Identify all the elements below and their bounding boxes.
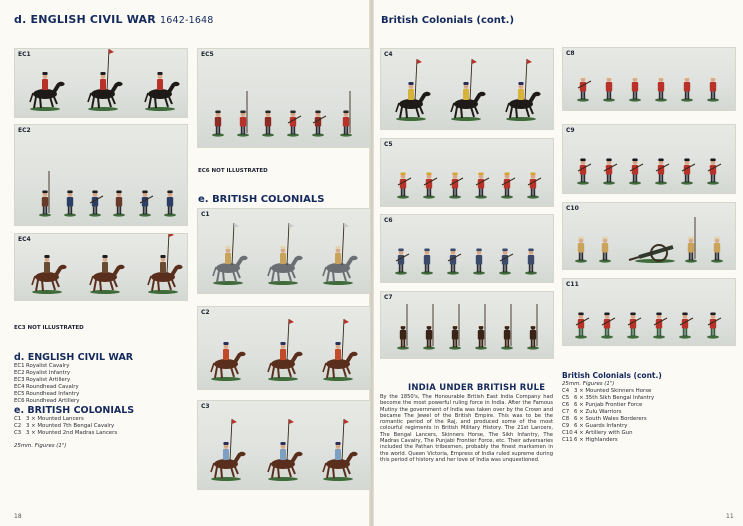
mounted-figure [213, 223, 248, 285]
toy-soldier-figure [629, 76, 641, 102]
colonials-list [14, 416, 117, 437]
plate-ec4 [14, 233, 188, 301]
mounted-figure [32, 255, 67, 294]
toy-soldier-figure [679, 313, 693, 339]
plate-c8-code: C8 [566, 50, 575, 57]
toy-soldier-figure [499, 249, 513, 275]
toy-soldier-figure [64, 191, 76, 217]
list-item: EC2Royalist Infantry [14, 370, 71, 376]
left-page-title [14, 13, 214, 26]
mounted-figure [323, 223, 358, 285]
plate-c11-code: C11 [566, 281, 579, 288]
left-title-years: 1642-1648 [159, 15, 214, 26]
plate-ec1-figures [15, 49, 187, 117]
mounted-figure [30, 72, 65, 111]
plate-c3 [197, 400, 371, 490]
plate-c2-code: C2 [201, 309, 210, 316]
mounted-figure [268, 319, 303, 381]
right-scale-note: 25mm. Figures (1") [562, 381, 615, 387]
plate-ec1 [14, 48, 188, 118]
plate-c6-code: C6 [384, 217, 393, 224]
toy-soldier-figure [39, 171, 51, 217]
plate-ec4-figures [15, 234, 187, 300]
toy-soldier-figure [599, 237, 611, 263]
list-item: EC5Roundhead Infantry [14, 391, 80, 397]
plate-c3-figures [198, 401, 370, 489]
left-scale-note: 25mm. Figures (1") [14, 443, 67, 449]
list-item: C9 6 × Guards Infantry [562, 423, 628, 429]
plate-c2-figures [198, 307, 370, 389]
toy-soldier-figure [527, 304, 539, 350]
colonials-list-heading: e. BRITISH COLONIALS [14, 405, 135, 416]
toy-soldier-figure [89, 191, 103, 217]
ec6-not-illustrated: EC6 NOT ILLUSTRATED [198, 168, 268, 174]
plate-ec2 [14, 124, 188, 226]
british-colonials-heading: e. BRITISH COLONIALS [198, 194, 325, 205]
plate-c4 [380, 48, 554, 130]
mounted-figure [396, 59, 431, 121]
plate-c5 [380, 138, 554, 207]
toy-soldier-figure [601, 313, 615, 339]
list-item: C104 × Artillery with Gun [562, 430, 633, 436]
toy-soldier-figure [603, 159, 617, 185]
list-item: C4 3 × Mounted Skinners Horse [562, 388, 652, 394]
toy-soldier-figure [449, 173, 463, 199]
toy-soldier-figure [577, 76, 591, 102]
plate-c5-figures [381, 139, 553, 206]
toy-soldier-figure [707, 159, 721, 185]
toy-soldier-figure [475, 173, 489, 199]
toy-soldier-figure [475, 304, 487, 350]
plate-c6 [380, 214, 554, 283]
plate-c9-code: C9 [566, 127, 575, 134]
list-item: EC4Roundhead Cavalry [14, 384, 79, 390]
mounted-figure [88, 49, 123, 111]
toy-soldier-figure [707, 76, 719, 102]
left-title-text: d. ENGLISH CIVIL WAR [14, 13, 156, 26]
toy-soldier-figure [473, 249, 485, 275]
toy-soldier-figure [575, 237, 587, 263]
toy-soldier-figure [397, 173, 411, 199]
toy-soldier-figure [421, 249, 433, 275]
toy-soldier-figure [685, 217, 697, 263]
mounted-figure [145, 72, 180, 111]
toy-soldier-figure [449, 304, 461, 350]
toy-soldier-figure [655, 159, 669, 185]
left-page-number: 18 [14, 513, 22, 520]
plate-c6-figures [381, 215, 553, 282]
toy-soldier-figure [237, 91, 249, 137]
plate-ec5 [197, 48, 371, 148]
plate-c10-code: C10 [566, 205, 579, 212]
plate-c2 [197, 306, 371, 390]
plate-ec5-code: EC5 [201, 51, 214, 58]
right-list-heading: British Colonials (cont.) [562, 371, 662, 380]
plate-c5-code: C5 [384, 141, 393, 148]
plate-c8-figures [563, 48, 735, 110]
plate-ec4-code: EC4 [18, 236, 31, 243]
mounted-figure [211, 342, 246, 381]
mounted-figure [323, 319, 358, 381]
toy-soldier-figure [577, 159, 591, 185]
mounted-figure [268, 223, 303, 285]
toy-soldier-figure [262, 111, 274, 137]
toy-soldier-figure [527, 173, 541, 199]
toy-soldier-figure [681, 159, 695, 185]
plate-c11 [562, 278, 736, 346]
mounted-figure [268, 419, 303, 481]
list-item: EC1Royalist Cavalry [14, 363, 70, 369]
toy-soldier-figure [627, 313, 641, 339]
civil-war-list [14, 363, 79, 405]
toy-soldier-figure [629, 159, 643, 185]
plate-c10-figures [563, 203, 735, 269]
toy-soldier-figure [501, 173, 515, 199]
plate-c4-code: C4 [384, 51, 393, 58]
plate-c3-code: C3 [201, 403, 210, 410]
india-text: By the 1850's, The Honourable British East India Company had become the most powerful ruling force in India. After the Famous Mutiny the government of India was taken over by the Crown and became The Jewel of the British Empire. This was to be the romantic period of the Raj, and produced some of the most colourful regiments in British Military History. The 21st Lancers, The Bengal Lancers, Skinners Horse, The Sikh Infantry, The Madras Cavalry, The Punjabi Frontier Force, etc. Their adversaries included the Pathan tribesmen, probably the finest marksmen in the world. Queen Victoria, Empress of India ruled supreme during this period of history and her love of India was unquestioned. [380, 394, 553, 463]
toy-soldier-figure [707, 313, 721, 339]
plate-c1-figures [198, 209, 370, 293]
toy-soldier-figure [681, 76, 693, 102]
plate-c1-code: C1 [201, 211, 210, 218]
right-page-number: 11 [726, 513, 734, 520]
list-item: EC6Roundhead Artillery [14, 398, 80, 404]
toy-soldier-figure [655, 76, 667, 102]
mounted-figure [323, 419, 358, 481]
plate-c8 [562, 47, 736, 111]
plate-c7 [380, 291, 554, 359]
plate-c9 [562, 124, 736, 194]
toy-soldier-figure [423, 173, 437, 199]
toy-soldier-figure [113, 191, 125, 217]
list-item: C6 6 × Punjab Frontier Force [562, 402, 643, 408]
list-item: C5 6 × 35th Sikh Bengal Infantry [562, 395, 655, 401]
mounted-figure [451, 59, 486, 121]
mounted-figure [211, 419, 246, 481]
mounted-figure [148, 234, 183, 294]
toy-soldier-figure [501, 304, 513, 350]
toy-soldier-figure [397, 304, 409, 350]
list-item: EC3Royalist Artillery [14, 377, 71, 383]
field-gun [629, 245, 675, 263]
plate-ec2-code: EC2 [18, 127, 31, 134]
plate-c7-figures [381, 292, 553, 358]
list-item: C7 6 × Zulu Warriors [562, 409, 622, 415]
toy-soldier-figure [653, 313, 667, 339]
toy-soldier-figure [139, 191, 153, 217]
right-colonials-list [562, 388, 654, 444]
toy-soldier-figure [395, 249, 409, 275]
toy-soldier-figure [575, 313, 589, 339]
mounted-figure [506, 59, 541, 121]
plate-c9-figures [563, 125, 735, 193]
toy-soldier-figure [711, 237, 723, 263]
india-heading: INDIA UNDER BRITISH RULE [408, 383, 546, 393]
toy-soldier-figure [212, 111, 224, 137]
plate-c10 [562, 202, 736, 270]
mounted-figure [90, 255, 125, 294]
toy-soldier-figure [447, 249, 461, 275]
list-item: C116 × Highlanders [562, 437, 618, 443]
toy-soldier-figure [287, 111, 301, 137]
toy-soldier-figure [164, 191, 176, 217]
plate-c11-figures [563, 279, 735, 345]
civil-war-list-heading: d. ENGLISH CIVIL WAR [14, 352, 134, 363]
list-item: C1 3 × Mounted Lancers [14, 416, 84, 422]
plate-c7-code: C7 [384, 294, 393, 301]
plate-ec2-figures [15, 125, 187, 225]
toy-soldier-figure [340, 91, 352, 137]
toy-soldier-figure [603, 76, 615, 102]
toy-soldier-figure [312, 111, 326, 137]
right-page-title: British Colonials (cont.) [381, 15, 515, 26]
ec3-not-illustrated: EC3 NOT ILLUSTRATED [14, 325, 84, 331]
list-item: C3 3 × Mounted 2nd Madras Lancers [14, 430, 118, 436]
toy-soldier-figure [525, 249, 537, 275]
plate-ec5-figures [198, 49, 370, 147]
plate-ec1-code: EC1 [18, 51, 31, 58]
list-item: C8 6 × South Wales Borderers [562, 416, 647, 422]
plate-c4-figures [381, 49, 553, 129]
list-item: C2 3 × Mounted 7th Bengal Cavalry [14, 423, 115, 429]
plate-c1 [197, 208, 371, 294]
toy-soldier-figure [423, 304, 435, 350]
